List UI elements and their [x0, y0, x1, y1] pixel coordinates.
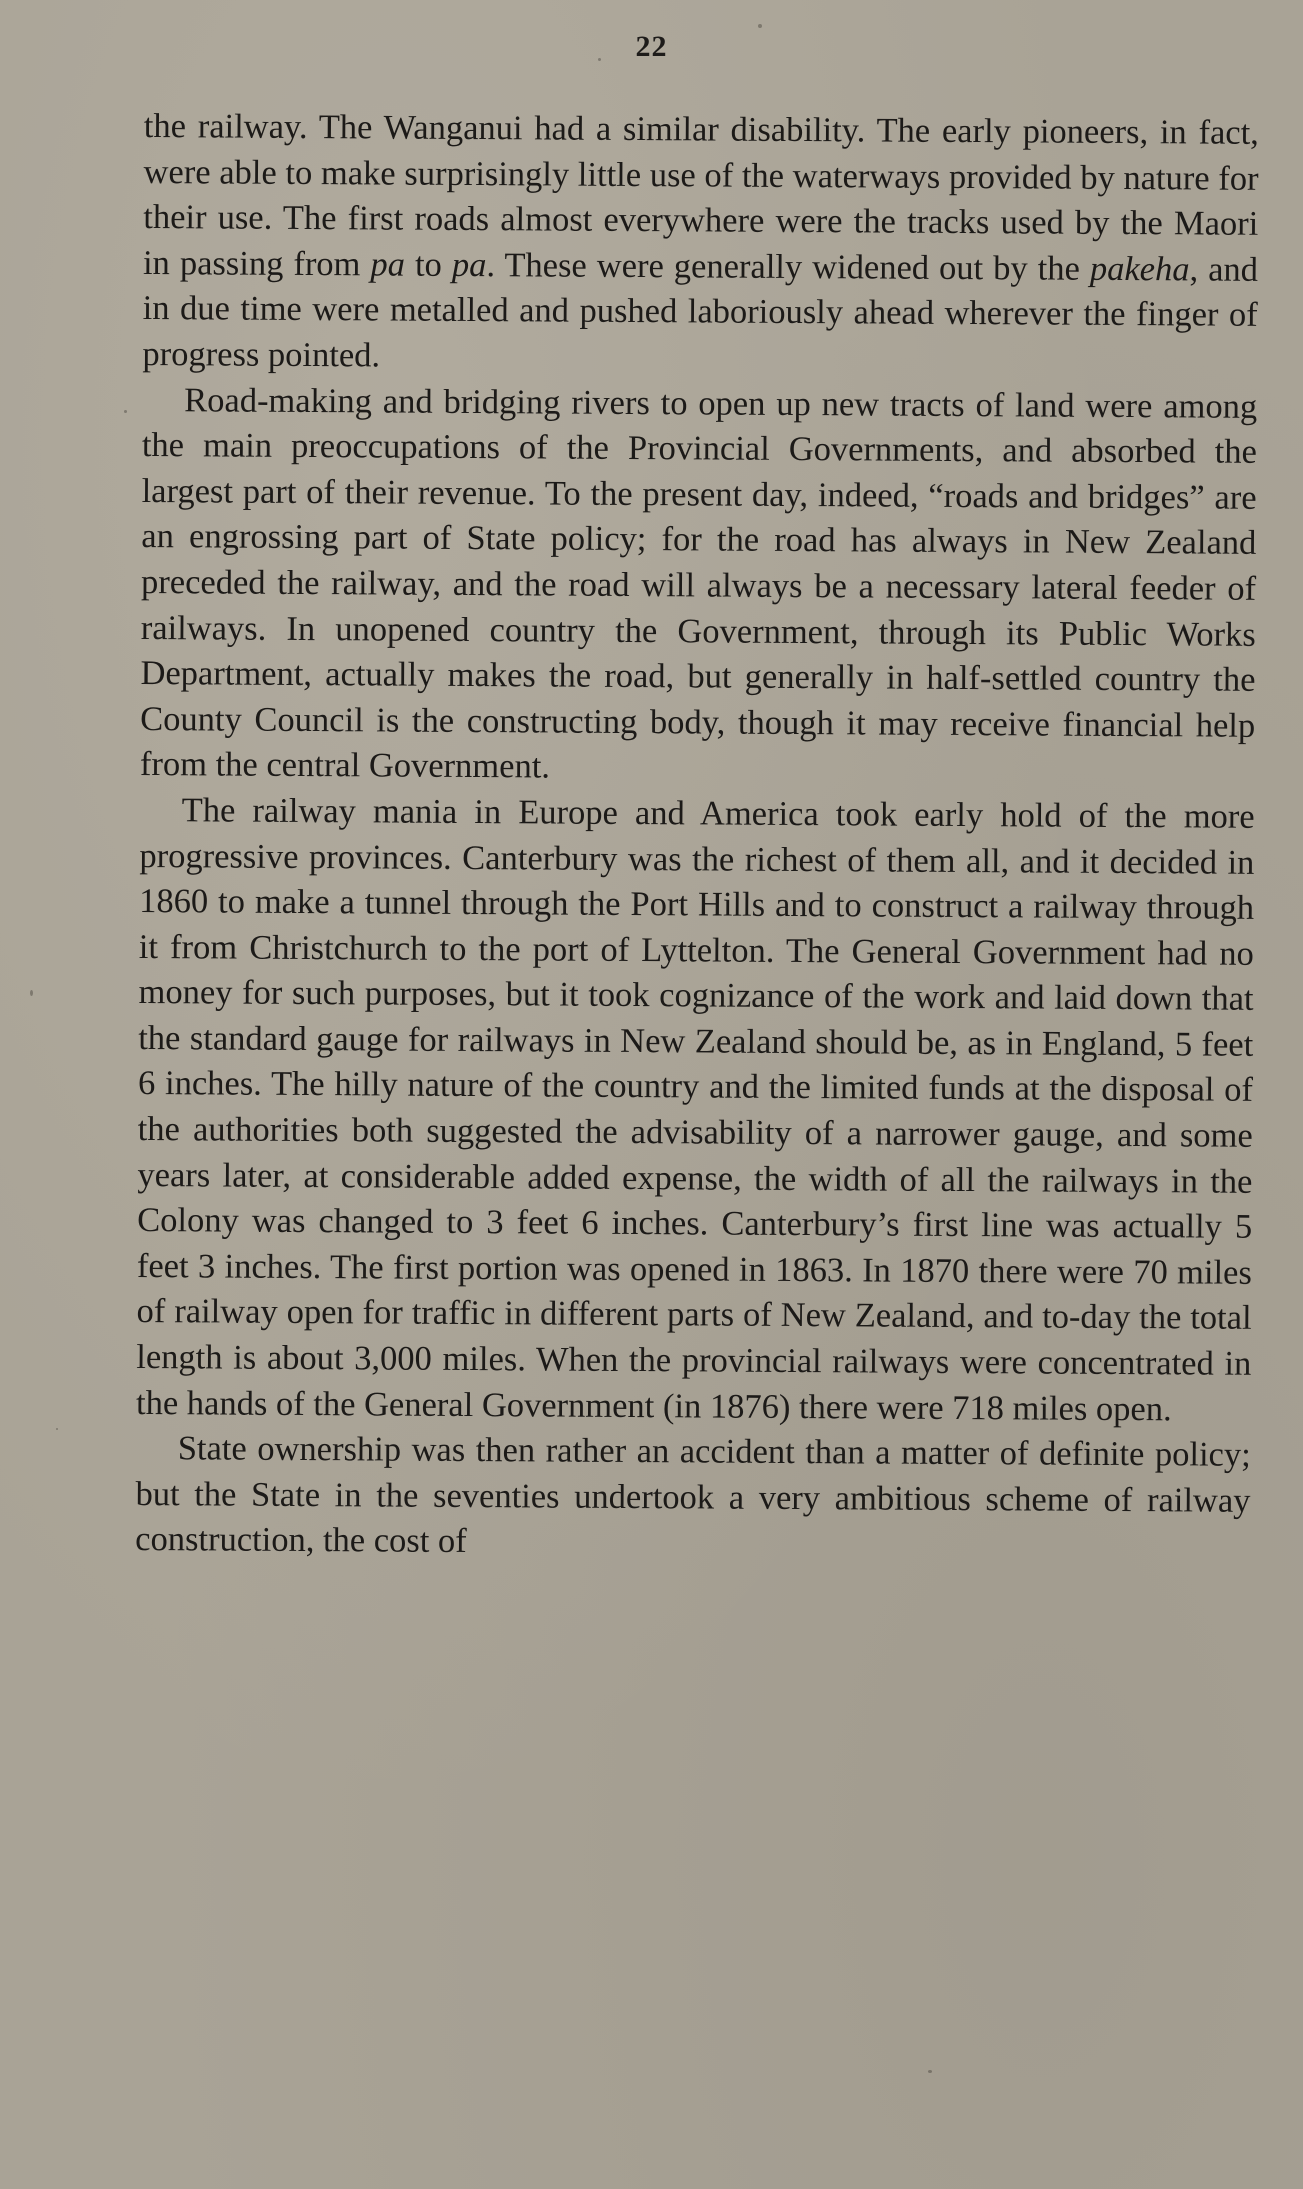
- paper-speck: [598, 58, 601, 61]
- text-run: State ownership was then rather an accident than a matter of definite policy; but the State in the seventies undertook a very ambitious scheme of railway construction, the cost of: [135, 1429, 1251, 1561]
- paper-speck: [758, 24, 762, 28]
- paper-speck: [124, 410, 127, 413]
- body-text: [135, 104, 1259, 1570]
- text-run: the railway. The Wanganui had a similar disability. The early pioneers, in fact, were able to make surprisingly little use of the waterways provided by nature for their use. The first roads almost everywhere were the tracks used by the Maori in passing from: [142, 106, 1259, 284]
- italic-word: pa: [370, 245, 406, 284]
- paper-speck: [56, 1428, 58, 1430]
- page-number: 22: [635, 30, 668, 63]
- italic-word: pa: [451, 245, 487, 284]
- text-run: , and in due time were metalled and pushed laboriously ahead wherever the finger of progress pointed.: [142, 250, 1259, 375]
- paper-speck: [30, 990, 33, 996]
- paragraph: [135, 1426, 1251, 1570]
- paragraph: [142, 104, 1259, 384]
- paper-speck: [928, 2070, 932, 2073]
- text-run: Road-making and bridging rivers to open up new tracts of land were among the main preoccupations of the Provincial Governments, and absorbed the largest part of their revenue. To the present day, indeed, “roads and bridges” are an engrossing part of State policy; for the road has always in New Zealand preceded the railway, and the road will always be a necessary lateral feeder of railways. In unopened country the Government, through its Public Works Department, actually makes the road, but generally in half-settled country the County Council is the constructing body, though it may receive financial help from the central Government.: [139, 380, 1258, 786]
- italic-word: pakeha: [1089, 249, 1190, 289]
- text-run: to: [404, 245, 452, 284]
- paragraph: [140, 378, 1257, 795]
- text-run: The railway mania in Europe and America took early hold of the more progressive provinces. Canterbury was the richest of them all, and it decided in 1860 to make a tunnel through the Port Hills and to construct a railway through it from Christchurch to the port of Lyttelton. The General Government had no money for such purposes, but it took cognizance of the work and laid down that the standard gauge for railways in New Zealand should be, as in England, 5 feet 6 inches. The hilly nature of the country and the limited funds at the disposal of the authorities both suggested the advisability of a narrower gauge, and some years later, at considerable added expense, the width of all the railways in the Colony was changed to 3 feet 6 inches. Canterbury’s first line was actually 5 feet 3 inches. The first portion was opened in 1863. In 1870 there were 70 miles of railway open for traffic in different parts of New Zealand, and to-day the total length is about 3,000 miles. When the provincial railways were concentrated in the hands of the General Government (in 1876) there were 718 miles open.: [135, 791, 1255, 1428]
- text-run: . These were generally widened out by the: [486, 245, 1091, 288]
- paragraph: [136, 788, 1255, 1433]
